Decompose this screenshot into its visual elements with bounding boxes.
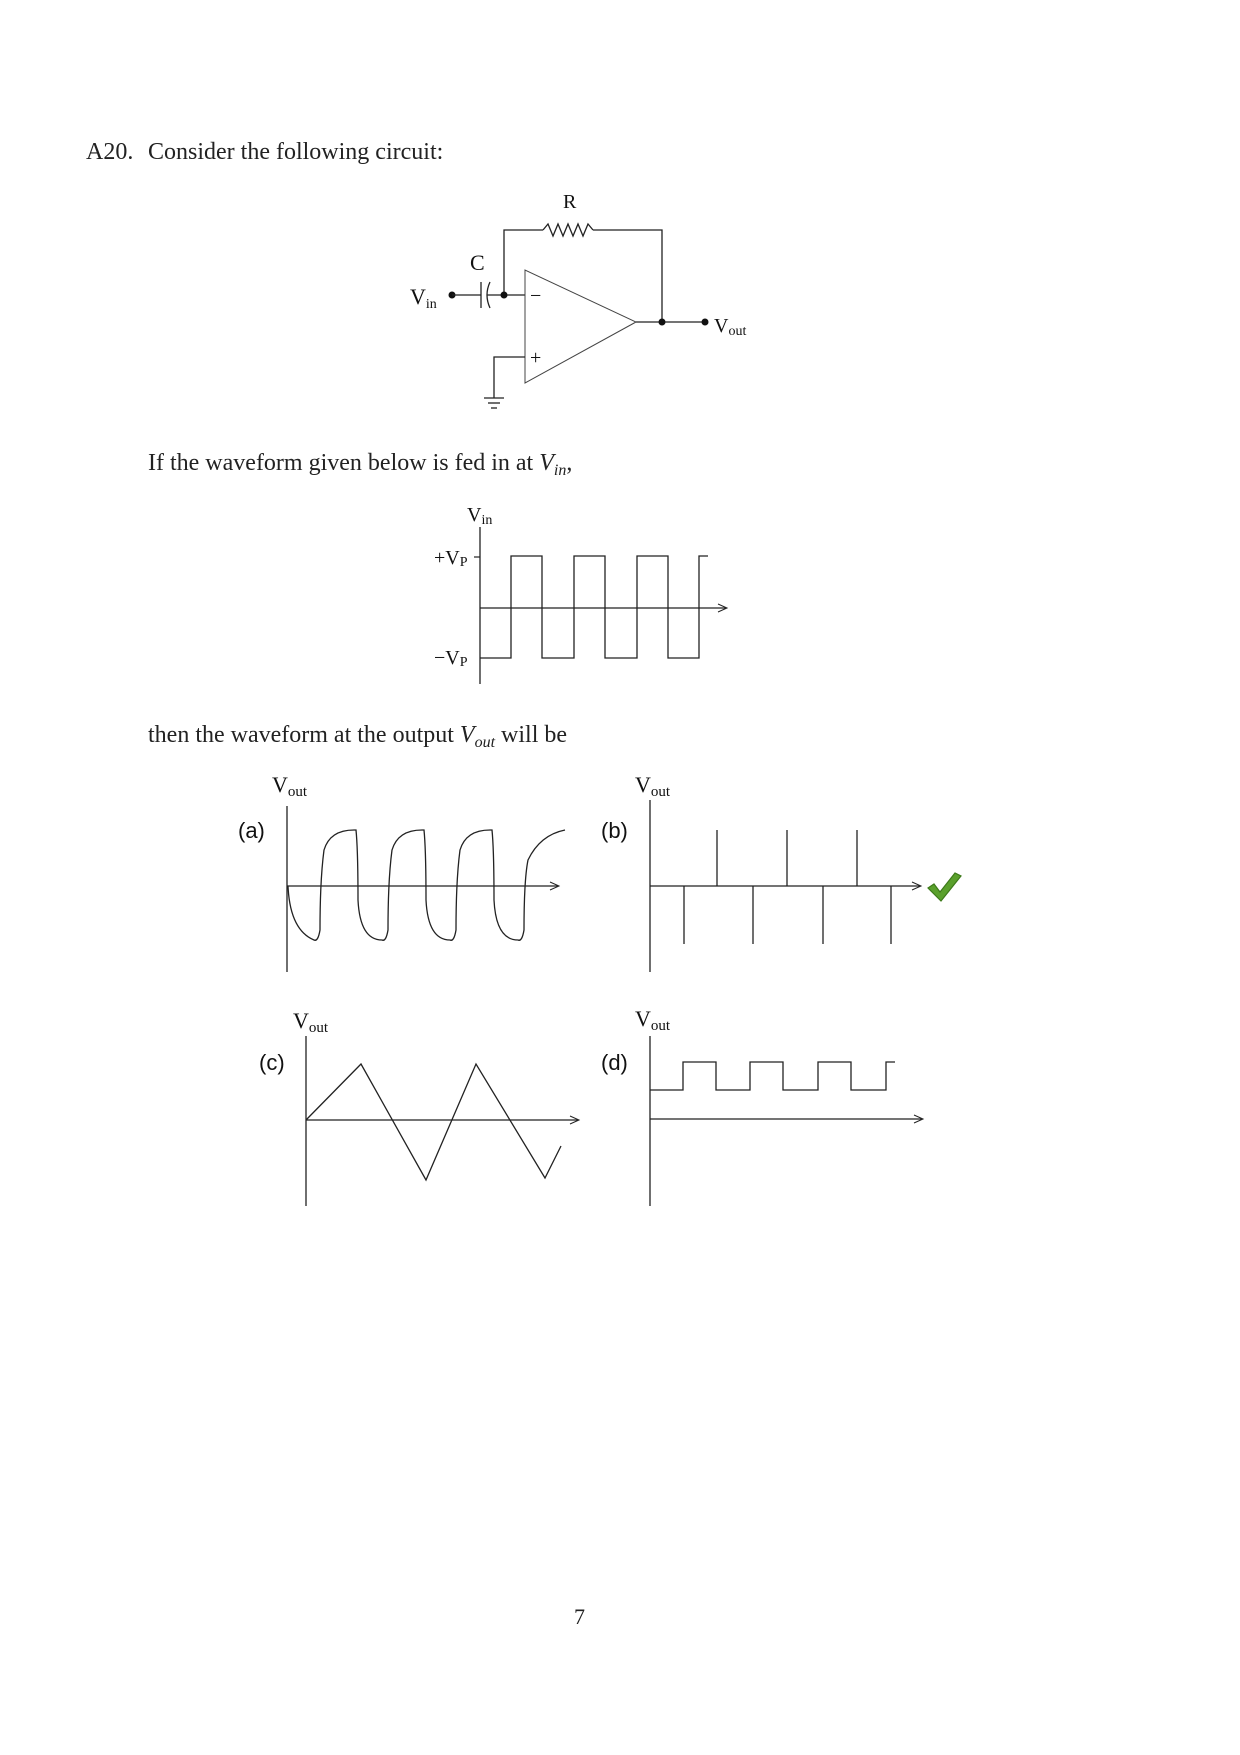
op-amp (525, 270, 636, 383)
option-a-axis-label: Vout (272, 772, 308, 800)
question-number: A20. (86, 139, 134, 165)
option-c[interactable] (240, 990, 600, 1230)
page-number: 7 (574, 1604, 585, 1629)
ground-wire (494, 357, 525, 398)
option-a-wave (288, 830, 565, 940)
inverting-node (501, 292, 508, 299)
option-d-wave (650, 1062, 895, 1090)
option-b-spikes (684, 830, 891, 944)
option-a[interactable] (200, 760, 620, 980)
feed-text: If the waveform given below is fed in at $V_{in}$, (148, 450, 573, 479)
option-c-axis-label: Vout (293, 1008, 329, 1036)
option-b[interactable] (590, 760, 950, 980)
circuit-vin-label: Vin (410, 284, 437, 312)
op-amp-minus: − (530, 285, 542, 307)
resistor-label: R (563, 191, 577, 213)
option-b-axis-label: Vout (635, 772, 671, 800)
input-top-label: +VP (434, 547, 468, 570)
input-waveform (0, 490, 1240, 750)
input-axis-label: Vin (467, 504, 493, 528)
option-d-label: (d) (601, 1050, 628, 1075)
vout-terminal (702, 319, 709, 326)
circuit-diagram (0, 0, 1240, 440)
option-d[interactable] (590, 990, 950, 1230)
circuit-vout-label: Vout (714, 315, 747, 339)
resistor-zigzag (543, 224, 593, 236)
output-node (659, 319, 666, 326)
input-square-wave (480, 556, 708, 658)
check-mark-icon (928, 873, 961, 901)
op-amp-plus: + (530, 347, 542, 369)
option-c-label: (c) (259, 1050, 285, 1075)
output-text: then the waveform at the output $V_{out}$ will be (148, 722, 568, 751)
question-prompt: Consider the following circuit: (148, 139, 444, 165)
capacitor-label: C (470, 250, 485, 275)
feedback-wire-right (593, 230, 662, 322)
input-bottom-label: −VP (434, 647, 468, 670)
option-d-axis-label: Vout (635, 1006, 671, 1034)
option-b-label: (b) (601, 818, 628, 843)
option-c-wave (306, 1064, 561, 1180)
option-a-label: (a) (238, 818, 265, 843)
